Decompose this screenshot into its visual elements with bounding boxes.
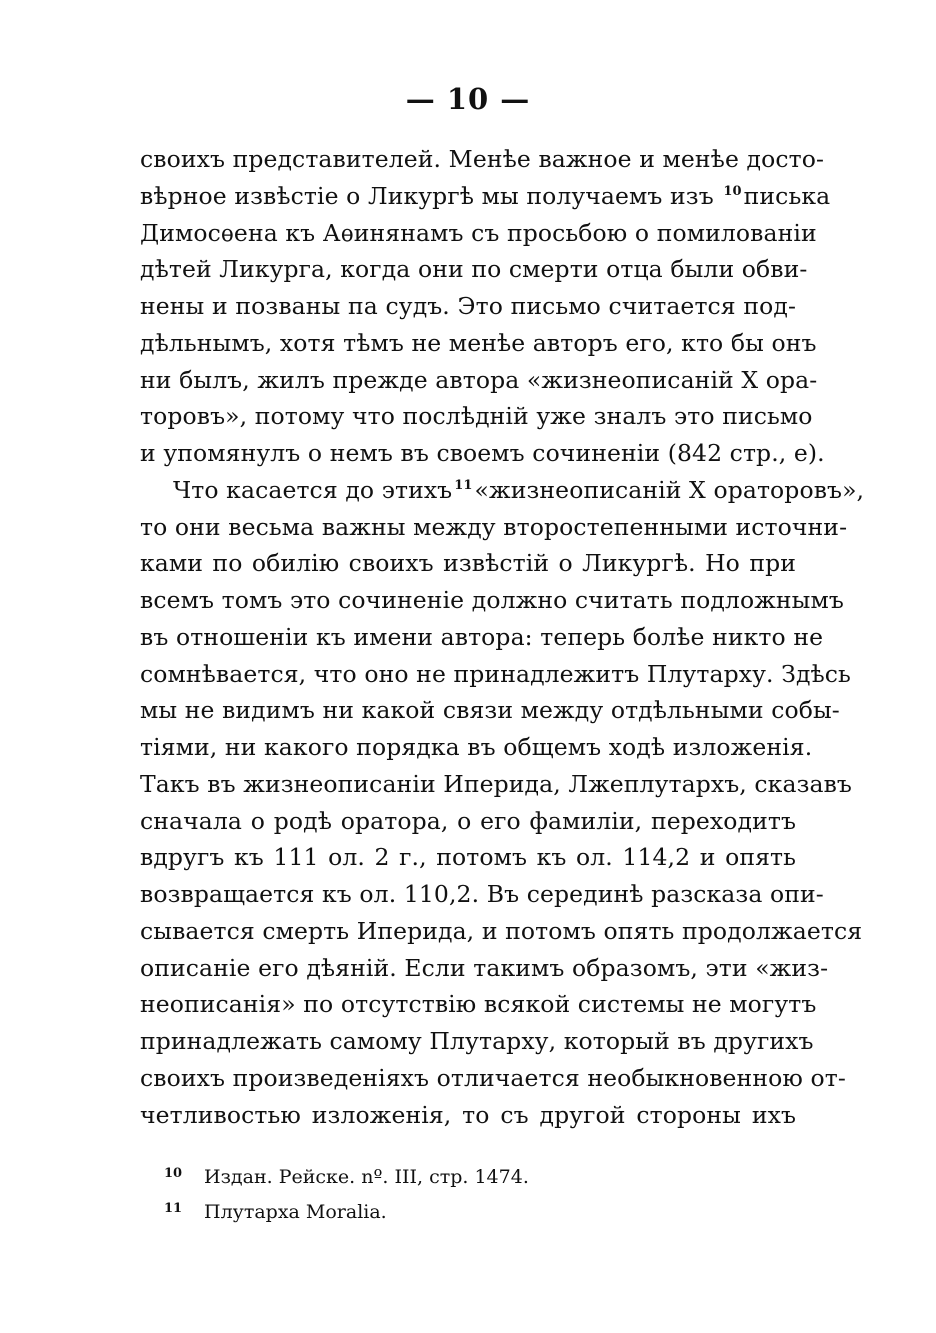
text-segment: и упомянулъ о немъ въ своемъ сочиненіи (842 стр., е). [140,439,825,467]
text-segment: Что касается до этихъ [173,475,453,504]
text-segment: дѣльнымъ, хотя тѣмъ не менѣе авторъ его, кто бы онъ [140,328,817,357]
text-segment: сначала о родѣ оратора, о его фамиліи, переходитъ [140,806,796,835]
text-line [140,1097,796,1134]
text-segment: въ отношеніи къ имени автора: теперь болѣе никто не [140,622,824,651]
text-segment: возвращается къ ол. 110,2. Въ серединѣ разсказа опи- [140,880,824,908]
text-line [140,692,840,729]
text-line [140,509,848,546]
body-text [140,141,865,1133]
text-segment: четливостью изложенія, то съ другой стороны ихъ [140,1100,796,1129]
text-segment: своихъ представителей. Менѣе важное и менѣе досто- [140,145,824,173]
text-line [140,215,817,252]
text-segment: торовъ», потому что послѣдній уже зналъ это письмо [140,402,813,431]
text-line [140,876,824,913]
text-line [140,803,796,840]
text-line [140,178,831,215]
text-segment: ни былъ, жилъ прежде автора «жизнеописаній X ора- [140,365,818,394]
text-segment: «жизнеописаній X ораторовъ», [474,475,865,504]
footnote: 10 Издан. Рейске. nº. III, стр. 1474. [164,1166,529,1188]
footnote-reference: 11 [454,477,473,493]
footnotes [164,1160,764,1230]
text-line [140,582,844,619]
text-segment: неописанія» по отсутствію всякой системы не могутъ [140,990,817,1019]
text-segment: сывается смерть Иперида, и потомъ опять продолжается [140,916,863,945]
text-segment: ками по обилію своихъ извѣстій о Ликургѣ. Но при [140,549,796,578]
text-segment: мы не видимъ ни какой связи между отдѣльными собы- [140,696,840,725]
text-line [140,435,825,472]
text-line [140,839,796,876]
text-segment: то они весьма важны между второстепенными источни- [140,512,848,541]
text-segment: сомнѣвается, что оно не принадлежитъ Плутарху. Здѣсь [140,659,851,688]
text-segment: вдругъ къ 111 ол. 2 г., потомъ къ ол. 114,2 и опять [140,843,796,872]
footnote: 11 Плутарха Moralia. [164,1201,387,1223]
text-segment: всемъ томъ это сочиненіе должно считать подложнымъ [140,586,844,614]
text-segment: Такъ въ жизнеописаніи Иперида, Лжеплутархъ, сказавъ [140,769,852,798]
text-segment: нены и позваны па судъ. Это письмо считается под- [140,292,796,320]
text-line [140,729,813,766]
text-line [140,141,824,178]
text-line [140,766,852,803]
text-line [140,913,863,950]
text-line [140,398,813,435]
text-line [140,986,817,1023]
text-line [140,288,796,325]
text-segment: писька [743,181,831,210]
footnote-reference: 10 [723,183,742,199]
text-line [140,656,851,693]
text-line [140,472,865,509]
footnote-text: Издан. Рейске. nº. III, стр. 1474. [204,1166,529,1188]
text-segment: описаніе его дѣяній. Если такимъ образомъ, эти «жиз- [140,953,829,982]
text-line [140,325,817,362]
footnote-text: Плутарха Moralia. [204,1201,387,1223]
text-segment: Димосѳена къ Аѳинянамъ съ просьбою о помилованіи [140,218,817,247]
text-line [140,362,818,399]
text-line [140,619,824,656]
text-line [140,545,796,582]
text-segment: своихъ произведеніяхъ отличается необыкновенною от- [140,1063,846,1092]
text-line [140,1060,846,1097]
page-number: — 10 — [405,82,531,116]
text-segment: принадлежать самому Плутарху, который въ другихъ [140,1027,814,1055]
text-segment: вѣрное извѣстіе о Ликургѣ мы получаемъ изъ [140,181,722,210]
text-line [140,950,829,987]
text-segment: дѣтей Ликурга, когда они по смерти отца были обви- [140,255,808,284]
text-segment: тіями, ни какого порядка въ общемъ ходѣ изложенія. [140,733,813,761]
text-line [140,251,808,288]
text-line [140,1023,814,1060]
